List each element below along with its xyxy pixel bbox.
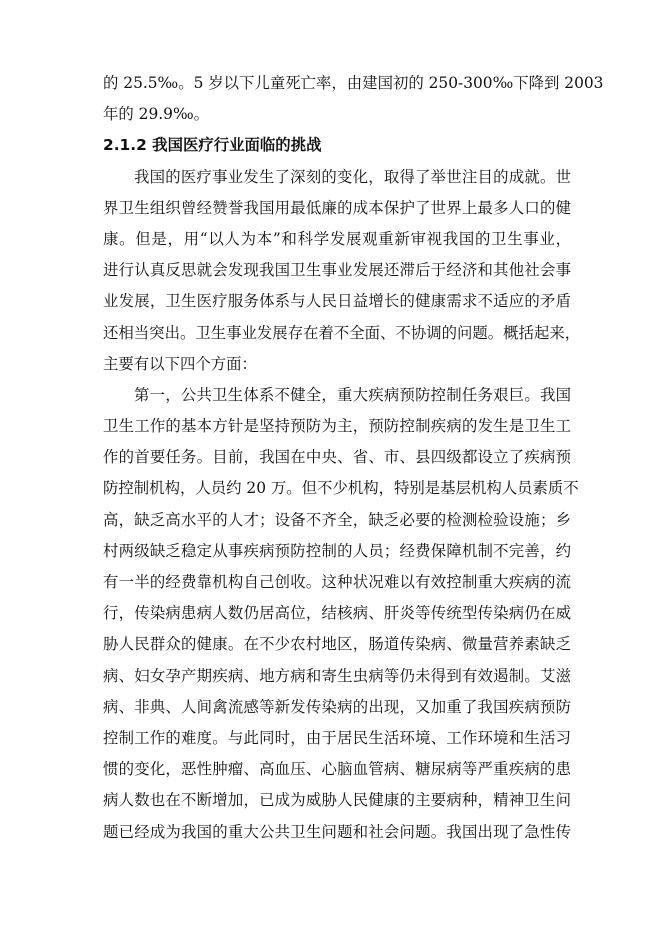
text-line: 村两级缺乏稳定从事疾病预防控制的人员；经费保障机制不完善，约 [103,541,571,560]
section-heading: 2.1.2 我国医疗行业面临的挑战 [103,136,322,155]
text-line: 高，缺乏高水平的人才；设备不齐全，缺乏必要的检测检验设施；乡 [103,510,571,529]
text-line: 行，传染病患病人数仍居高位，结核病、肝炎等传统型传染病仍在威 [103,604,571,623]
text-line: 病、非典、人间禽流感等新发传染病的出现，又加重了我国疾病预防 [103,697,571,716]
text-line: 界卫生组织曾经赞誉我国用最低廉的成本保护了世界上最多人口的健 [103,198,571,217]
text-line: 防控制机构，人员约 20 万。但不少机构，特别是基层机构人员素质不 [103,479,579,498]
text-line: 还相当突出。卫生事业发展存在着不全面、不协调的问题。概括起来， [103,323,581,342]
text-line: 卫生工作的基本方针是坚持预防为主，预防控制疾病的发生是卫生工 [103,417,571,436]
text-line: 年的 29.9‰。 [103,105,209,124]
text-line: 有一半的经费靠机构自己创收。这种状况难以有效控制重大疾病的流 [103,573,571,591]
text-line: 第一，公共卫生体系不健全，重大疾病预防控制任务艰巨。我国 [134,385,571,404]
text-line: 胁人民群众的健康。在不少农村地区，肠道传染病、微量营养素缺乏 [103,635,571,654]
text-line: 惯的变化，恶性肿瘤、高血压、心脑血管病、糖尿病等严重疾病的患 [103,760,571,779]
text-line: 康。但是，用“以人为本”和科学发展观重新审视我国的卫生事业， [103,229,571,248]
text-line: 作的首要任务。目前，我国在中央、省、市、县四级都设立了疾病预 [103,448,571,467]
text-line: 进行认真反思就会发现我国卫生事业发展还滞后于经济和其他社会事 [103,261,571,280]
page-content [103,68,604,848]
text-line: 我国的医疗事业发生了深刻的变化，取得了举世注目的成就。世 [134,167,571,186]
text-line: 的 25.5‰。5 岁以下儿童死亡率，由建国初的 250-300‰下降到 2003 [103,74,604,92]
text-line: 业发展，卫生医疗服务体系与人民日益增长的健康需求不适应的矛盾 [103,292,571,311]
text-line: 题已经成为我国的重大公共卫生问题和社会问题。我国出现了急性传 [103,822,571,841]
text-line: 主要有以下四个方面： [103,354,257,373]
text-line: 病人数也在不断增加，已成为威胁人民健康的主要病种，精神卫生问 [103,791,571,810]
text-line: 控制工作的难度。与此同时，由于居民生活环境、工作环境和生活习 [103,728,571,747]
text-line: 病、妇女孕产期疾病、地方病和寄生虫病等仍未得到有效遏制。艾滋 [103,666,571,685]
